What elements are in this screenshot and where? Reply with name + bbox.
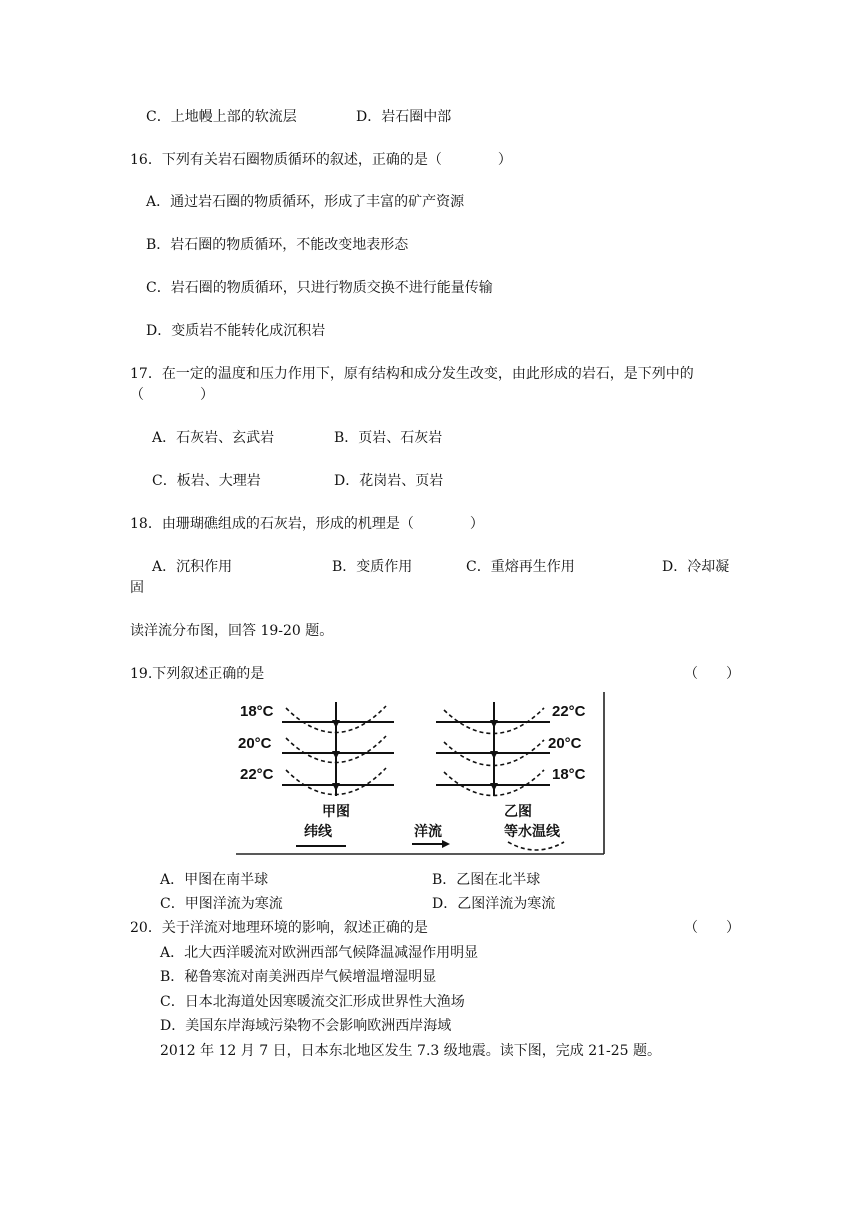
ocean-current-figure bbox=[236, 692, 606, 856]
right-figure-caption: 乙图 bbox=[504, 803, 532, 819]
q18-option-b: B．变质作用 bbox=[332, 559, 413, 575]
right-current-arrowhead bbox=[490, 783, 498, 791]
q17-option-a: A．石灰岩、玄武岩 bbox=[152, 430, 275, 446]
q19-option-d: D．乙图洋流为寒流 bbox=[432, 896, 556, 912]
legend-isotherm-label: 等水温线 bbox=[504, 823, 560, 839]
q15-option-d: D．岩石圈中部 bbox=[356, 109, 452, 125]
left-temp-label: 20°C bbox=[238, 735, 272, 752]
q18-stem: 18．由珊瑚礁组成的石灰岩，形成的机理是（ ） bbox=[130, 516, 484, 532]
q17-option-b: B．页岩、石灰岩 bbox=[334, 430, 443, 446]
q18-option-c: C．重熔再生作用 bbox=[466, 559, 575, 575]
right-temp-label: 20°C bbox=[548, 735, 582, 752]
q19-stem: 19.下列叙述正确的是 bbox=[130, 666, 265, 682]
q20-option-c: C．日本北海道处因寒暖流交汇形成世界性大渔场 bbox=[160, 994, 465, 1010]
q20-answer-paren: （ ） bbox=[684, 920, 740, 936]
q20-option-a: A．北大西洋暖流对欧洲西部气候降温减湿作用明显 bbox=[160, 945, 479, 961]
legend-current-arrowhead bbox=[442, 840, 450, 848]
q17-option-c: C．板岩、大理岩 bbox=[152, 473, 261, 489]
left-current-arrowhead bbox=[332, 751, 340, 759]
right-temp-label: 22°C bbox=[552, 703, 586, 720]
q18-option-a: A．沉积作用 bbox=[152, 559, 233, 575]
q18-option-d-wrap: 固 bbox=[130, 580, 144, 596]
q19-option-a: A．甲图在南半球 bbox=[160, 872, 269, 888]
legend-isotherm-symbol bbox=[508, 842, 564, 850]
q20-stem: 20．关于洋流对地理环境的影响，叙述正确的是 bbox=[130, 920, 428, 936]
left-temp-label: 22°C bbox=[240, 766, 274, 783]
q20-option-d: D．美国东岸海域污染物不会影响欧洲西岸海域 bbox=[160, 1018, 452, 1034]
q16-stem: 16．下列有关岩石圈物质循环的叙述，正确的是（ ） bbox=[130, 152, 512, 168]
intro-21-25: 2012 年 12 月 7 日，日本东北地区发生 7.3 级地震。读下图，完成 21-25 题。 bbox=[160, 1043, 662, 1059]
q17-stem-paren: （ ） bbox=[130, 387, 214, 403]
q18-option-d: D．冷却凝 bbox=[662, 559, 730, 575]
right-current-arrowhead bbox=[490, 720, 498, 728]
intro-19-20: 读洋流分布图，回答 19-20 题。 bbox=[130, 623, 334, 639]
legend-latitude-label: 纬线 bbox=[304, 823, 332, 839]
legend-current-label: 洋流 bbox=[414, 823, 442, 839]
q15-option-c: C．上地幔上部的软流层 bbox=[146, 109, 297, 125]
q16-option-d: D．变质岩不能转化成沉积岩 bbox=[146, 323, 326, 339]
right-current-arrowhead bbox=[490, 751, 498, 759]
left-temp-label: 18°C bbox=[240, 703, 274, 720]
q19-option-c: C．甲图洋流为寒流 bbox=[160, 896, 283, 912]
q17-stem: 17．在一定的温度和压力作用下，原有结构和成分发生改变，由此形成的岩石，是下列中的 bbox=[130, 366, 694, 382]
q16-option-c: C．岩石圈的物质循环，只进行物质交换不进行能量传输 bbox=[146, 280, 493, 296]
q16-option-b: B．岩石圈的物质循环，不能改变地表形态 bbox=[146, 237, 409, 253]
q20-option-b: B．秘鲁寒流对南美洲西岸气候增温增湿明显 bbox=[160, 969, 437, 985]
q19-option-b: B．乙图在北半球 bbox=[432, 872, 541, 888]
left-current-arrowhead bbox=[332, 783, 340, 791]
left-figure-caption: 甲图 bbox=[322, 803, 350, 819]
left-current-arrowhead bbox=[332, 720, 340, 728]
q19-answer-paren: （ ） bbox=[684, 666, 740, 682]
q17-option-d: D．花岗岩、页岩 bbox=[334, 473, 444, 489]
right-temp-label: 18°C bbox=[552, 766, 586, 783]
q16-option-a: A．通过岩石圈的物质循环，形成了丰富的矿产资源 bbox=[146, 194, 465, 210]
